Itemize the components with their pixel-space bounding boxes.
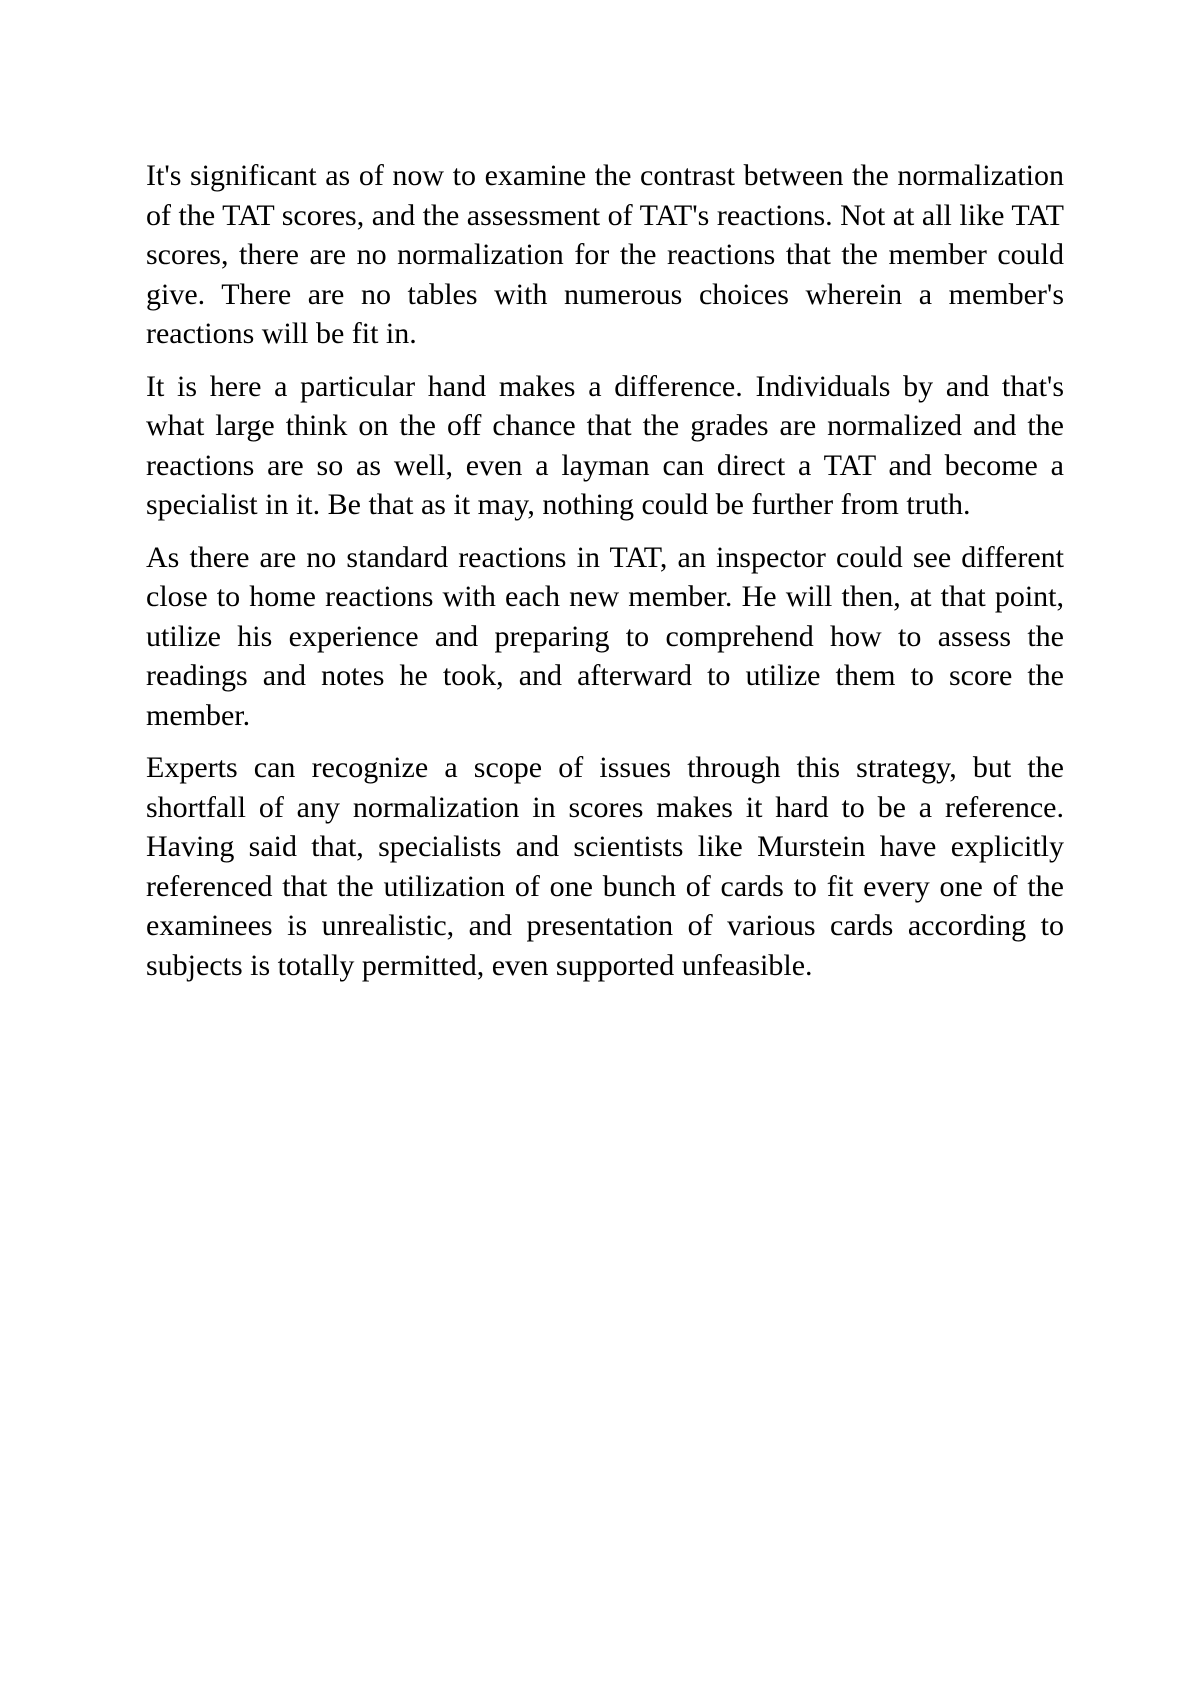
paragraph-4: Experts can recognize a scope of issues through this strategy, but the shortfall of any normalization in scores makes it hard to be a reference. Having said that, specialists and scientists like Murstein have explicitly referenced that the utilization of one bunch of cards to fit every one of the examinees is unrealistic, and presentation of various cards according to subjects is totally permitted, even supported unfeasible.	[146, 751, 1064, 982]
paragraph-2: It is here a particular hand makes a difference. Individuals by and that's what large think on the off chance that the grades are normalized and the reactions are so as well, even a layman can direct a TAT and become a specialist in it. Be that as it may, nothing could be further from truth.	[146, 369, 1064, 521]
body-text	[146, 156, 1064, 998]
paragraph-3: As there are no standard reactions in TAT, an inspector could see different close to home reactions with each new member. He will then, at that point, utilize his experience and preparing to comprehend how to assess the readings and notes he took, and afterward to utilize them to score the member.	[146, 540, 1064, 732]
paragraph-1: It's significant as of now to examine the contrast between the normalization of the TAT scores, and the assessment of TAT's reactions. Not at all like TAT scores, there are no normalization for the reactions that the member could give. There are no tables with numerous choices wherein a member's reactions will be fit in.	[146, 159, 1064, 350]
